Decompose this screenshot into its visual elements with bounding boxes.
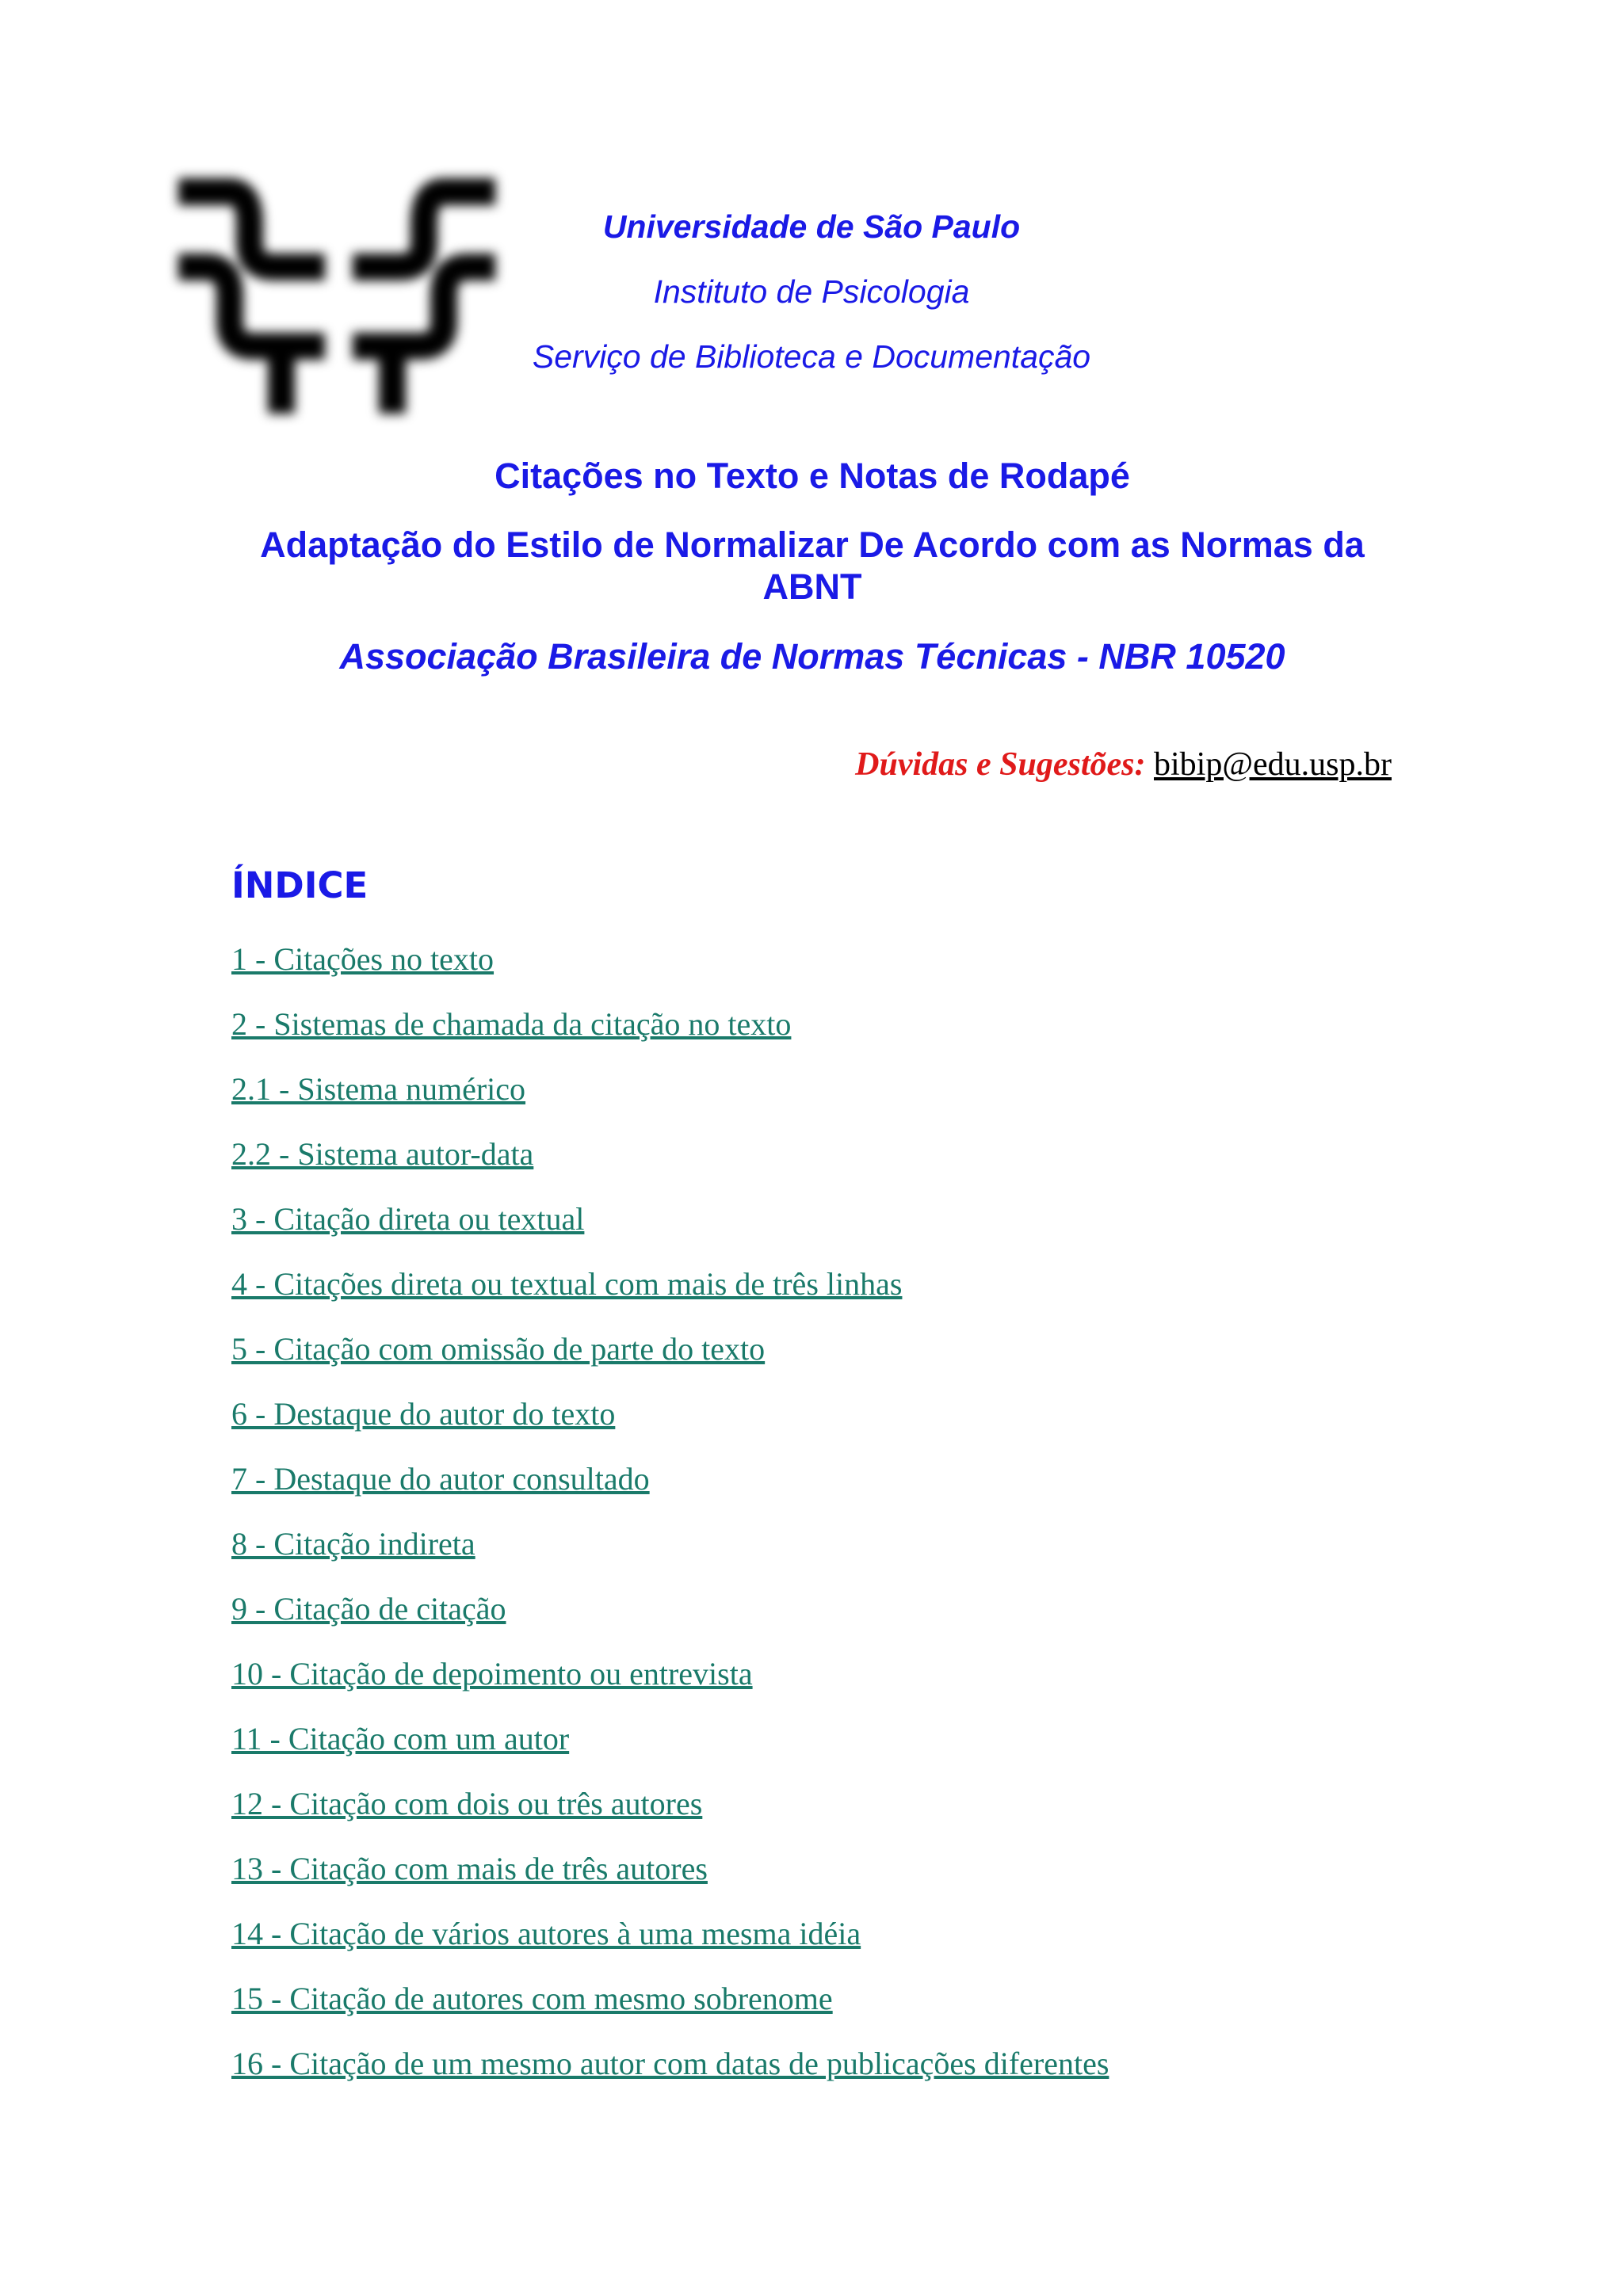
index-link-13[interactable]: 13 - Citação com mais de três autores bbox=[231, 1851, 708, 1886]
index-list bbox=[231, 939, 1109, 2108]
index-link-6[interactable]: 6 - Destaque do autor do texto bbox=[231, 1396, 616, 1432]
index-link-15[interactable]: 15 - Citação de autores com mesmo sobrenome bbox=[231, 1981, 833, 2016]
contact-line bbox=[855, 745, 1392, 784]
document-title: Citações no Texto e Notas de Rodapé bbox=[495, 456, 1130, 496]
index-link-2[interactable]: 2 - Sistemas de chamada da citação no texto bbox=[231, 1006, 792, 1042]
index-link-12[interactable]: 12 - Citação com dois ou três autores bbox=[231, 1786, 703, 1821]
index-item bbox=[231, 1653, 1109, 1718]
university-name: Universidade de São Paulo bbox=[602, 208, 1021, 245]
index-item bbox=[231, 939, 1109, 1004]
index-link-3[interactable]: 3 - Citação direta ou textual bbox=[231, 1201, 585, 1237]
index-link-5[interactable]: 5 - Citação com omissão de parte do texto bbox=[231, 1331, 766, 1367]
index-item bbox=[231, 1718, 1109, 1783]
index-item bbox=[231, 1783, 1109, 1848]
index-link-16[interactable]: 16 - Citação de um mesmo autor com datas de publicações diferentes bbox=[231, 2046, 1109, 2081]
index-link-1[interactable]: 1 - Citações no texto bbox=[231, 941, 495, 977]
index-item bbox=[231, 1394, 1109, 1459]
index-item bbox=[231, 1199, 1109, 1264]
index-link-2-1[interactable]: 2.1 - Sistema numérico bbox=[231, 1071, 526, 1107]
index-item bbox=[231, 1848, 1109, 1913]
index-link-8[interactable]: 8 - Citação indireta bbox=[231, 1526, 475, 1562]
index-item bbox=[231, 1524, 1109, 1589]
index-item bbox=[231, 2043, 1109, 2108]
document-subtitle: Adaptação do Estilo de Normalizar De Acordo com as Normas da ABNT bbox=[260, 524, 1365, 607]
index-item bbox=[231, 1329, 1109, 1394]
index-item bbox=[231, 1459, 1109, 1524]
index-link-7[interactable]: 7 - Destaque do autor consultado bbox=[231, 1461, 650, 1497]
index-link-4[interactable]: 4 - Citações direta ou textual com mais de três linhas bbox=[231, 1266, 903, 1302]
index-item bbox=[231, 1069, 1109, 1134]
index-link-2-2[interactable]: 2.2 - Sistema autor-data bbox=[231, 1136, 534, 1172]
index-item bbox=[231, 1004, 1109, 1069]
index-link-9[interactable]: 9 - Citação de citação bbox=[231, 1591, 506, 1627]
index-link-11[interactable]: 11 - Citação com um autor bbox=[231, 1721, 570, 1756]
index-link-14[interactable]: 14 - Citação de vários autores à uma mesma idéia bbox=[231, 1916, 861, 1951]
index-link-10[interactable]: 10 - Citação de depoimento ou entrevista bbox=[231, 1656, 753, 1691]
association-name: Associação Brasileira de Normas Técnicas - NBR 10520 bbox=[339, 636, 1285, 677]
institute-name: Instituto de Psicologia bbox=[653, 273, 970, 310]
index-item bbox=[231, 1264, 1109, 1329]
index-item bbox=[231, 1978, 1109, 2043]
index-heading: ÍNDICE bbox=[231, 864, 369, 906]
contact-email-link[interactable]: bibip@edu.usp.br bbox=[1154, 746, 1392, 783]
service-name: Serviço de Biblioteca e Documentação bbox=[532, 338, 1091, 375]
contact-label: Dúvidas e Sugestões: bbox=[855, 746, 1146, 783]
index-item bbox=[231, 1134, 1109, 1199]
index-item bbox=[231, 1913, 1109, 1978]
index-item bbox=[231, 1589, 1109, 1653]
